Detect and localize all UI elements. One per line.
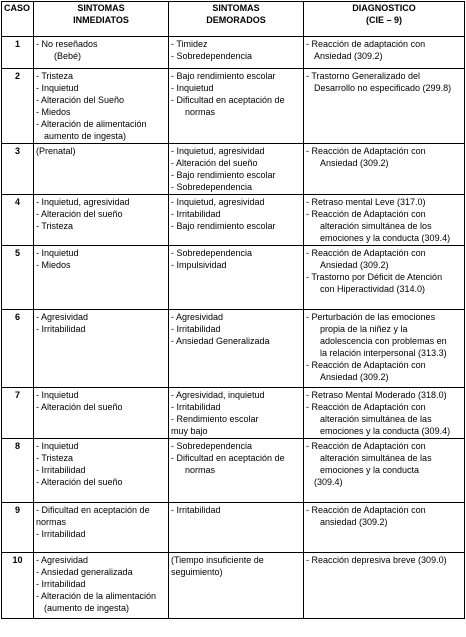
delayed-symptoms-cell <box>169 195 304 246</box>
case-number: 6 <box>2 310 34 388</box>
table-row <box>2 388 465 439</box>
cell-line: - Retraso mental Leve (317.0) <box>306 197 426 207</box>
cell-line: - Reacción de Adaptación con <box>306 441 426 451</box>
cell-line: - Perturbación de las emociones <box>306 312 436 322</box>
table-row <box>2 553 465 619</box>
diagnosis-cell <box>304 37 465 69</box>
cell-line: - Reacción depresiva breve (309.0) <box>306 555 447 565</box>
cell-line: (Bebé) <box>54 51 82 61</box>
delayed-symptoms-cell <box>169 37 304 69</box>
cell-line: adolescencia con problemas en <box>320 336 447 346</box>
cell-line: - Inquietud <box>36 248 79 258</box>
cell-line: - Alteración de la alimentación <box>36 591 157 601</box>
cell-line: - Irritabilidad <box>36 465 86 475</box>
cell-line: - Tristeza <box>36 221 74 231</box>
cell-line: - Inquietud, agresividad <box>171 146 265 156</box>
cell-line: - Irritabilidad <box>171 505 221 515</box>
delayed-symptoms-cell <box>169 439 304 503</box>
table-row <box>2 310 465 388</box>
immediate-symptoms-cell <box>34 144 169 195</box>
cell-line: - Ansiedad Generalizada <box>171 336 270 346</box>
delayed-symptoms-cell <box>169 388 304 439</box>
table-row <box>2 69 465 144</box>
cell-line: - Rendimiento escolar <box>171 414 259 424</box>
cell-line: seguimiento) <box>171 567 223 577</box>
cell-line: normas <box>36 517 67 527</box>
cell-line: - Sobredependencia <box>171 248 253 258</box>
table-row <box>2 195 465 246</box>
cell-line: - Inquietud <box>36 390 79 400</box>
case-number: 3 <box>2 144 34 195</box>
cell-line: con Hiperactividad (314.0) <box>320 284 426 294</box>
table-row <box>2 503 465 553</box>
cell-line: Ansiedad (309.2) <box>320 372 389 382</box>
delayed-symptoms-cell <box>169 503 304 553</box>
diagnosis-cell <box>304 388 465 439</box>
header-demorados: SINTOMAS DEMORADOS <box>169 2 304 37</box>
cell-line: - Irritabilidad <box>171 402 221 412</box>
cell-line: - Trastorno Generalizado del <box>306 71 421 81</box>
delayed-symptoms-cell <box>169 144 304 195</box>
cell-line: - Trastorno por Déficit de Atención <box>306 272 443 282</box>
cell-line: - Reacción de Adaptación con <box>306 505 426 515</box>
immediate-symptoms-cell <box>34 553 169 619</box>
cell-line: (Prenatal) <box>36 146 76 156</box>
immediate-symptoms-cell <box>34 310 169 388</box>
cell-line: - Irritabilidad <box>36 529 86 539</box>
immediate-symptoms-cell <box>34 503 169 553</box>
immediate-symptoms-cell <box>34 388 169 439</box>
case-number: 9 <box>2 503 34 553</box>
cell-line: Ansiedad (309.2) <box>320 260 389 270</box>
cell-line: - Agresividad, inquietud <box>171 390 265 400</box>
diagnosis-cell <box>304 503 465 553</box>
cell-line: - Dificultad en aceptación de <box>171 453 285 463</box>
cell-line: - Inquietud, agresividad <box>171 197 265 207</box>
diagnosis-cell <box>304 553 465 619</box>
cell-line: - Irritabilidad <box>36 324 86 334</box>
cell-line: - Inquietud, agresividad <box>36 197 130 207</box>
cell-line: - Inquietud <box>36 83 79 93</box>
case-number: 1 <box>2 37 34 69</box>
cell-line: - Dificultad en aceptación de <box>36 505 150 515</box>
table-row <box>2 246 465 310</box>
table-row <box>2 144 465 195</box>
cell-line: - Reacción de Adaptación con <box>306 209 426 219</box>
diagnosis-cell <box>304 144 465 195</box>
cell-line: - Irritabilidad <box>171 209 221 219</box>
diagnosis-cell <box>304 246 465 310</box>
cell-line: - Alteración del sueño <box>36 402 123 412</box>
immediate-symptoms-cell <box>34 246 169 310</box>
cell-line: normas <box>185 107 216 117</box>
header-diagnostico: DIAGNOSTICO (CIE – 9) <box>304 2 465 37</box>
cell-line: - Reacción de adaptación con <box>306 39 426 49</box>
diagnosis-table <box>1 1 465 619</box>
cell-line: - Agresividad <box>36 312 89 322</box>
cell-line: - Reacción de Adaptación con <box>306 146 426 156</box>
delayed-symptoms-cell <box>169 310 304 388</box>
case-number: 2 <box>2 69 34 144</box>
cell-line: (309.4) <box>314 477 343 487</box>
diagnosis-cell <box>304 195 465 246</box>
header-row <box>2 2 465 37</box>
cell-line: emociones y la conducta (309.4) <box>320 426 451 436</box>
cell-line: - Impulsividad <box>171 260 227 270</box>
cell-line: la relación interpersonal (313.3) <box>320 348 447 358</box>
cell-line: - Irritabilidad <box>171 324 221 334</box>
immediate-symptoms-cell <box>34 195 169 246</box>
cell-line: - Sobredependencia <box>171 182 253 192</box>
cell-line: - Reacción de Adaptación con <box>306 402 426 412</box>
cell-line: muy bajo <box>171 426 208 436</box>
cell-line: - Alteración del sueño <box>171 158 258 168</box>
cell-line: emociones y la conducta (309.4) <box>320 233 451 243</box>
table-row <box>2 439 465 503</box>
cell-line: - Bajo rendimiento escolar <box>171 71 276 81</box>
cell-line: ansiedad (309.2) <box>320 517 388 527</box>
case-number: 8 <box>2 439 34 503</box>
cell-line: normas <box>185 465 216 475</box>
cell-line: - Miedos <box>36 260 71 270</box>
delayed-symptoms-cell <box>169 69 304 144</box>
header-caso: CASO <box>2 2 34 37</box>
cell-line: (aumento de ingesta) <box>44 603 130 613</box>
cell-line: alteración simultánea de las <box>320 414 432 424</box>
immediate-symptoms-cell <box>34 69 169 144</box>
cell-line: - Agresividad <box>171 312 224 322</box>
case-number: 10 <box>2 553 34 619</box>
cell-line: (Tiempo insuficiente de <box>171 555 264 565</box>
case-number: 7 <box>2 388 34 439</box>
header-inmediatos: SINTOMAS INMEDIATOS <box>34 2 169 37</box>
diagnosis-cell <box>304 69 465 144</box>
cell-line: - Retraso Mental Moderado (318.0) <box>306 390 447 400</box>
delayed-symptoms-cell <box>169 246 304 310</box>
diagnosis-cell <box>304 310 465 388</box>
cell-line: - Sobredependencia <box>171 441 253 451</box>
cell-line: - Bajo rendimiento escolar <box>171 170 276 180</box>
cell-line: - Timidez <box>171 39 208 49</box>
cell-line: - Reacción de Adaptación con <box>306 360 426 370</box>
cell-line: alteración simultánea de los <box>320 221 432 231</box>
case-number: 5 <box>2 246 34 310</box>
cell-line: - Inquietud <box>36 441 79 451</box>
cell-line: - Irritabilidad <box>36 579 86 589</box>
cell-line: - Alteración de alimentación <box>36 119 147 129</box>
cell-line: emociones y la conducta <box>320 465 420 475</box>
cell-line: propia de la niñez y la <box>320 324 408 334</box>
cell-line: - Dificultad en aceptación de <box>171 95 285 105</box>
cell-line: - Ansiedad generalizada <box>36 567 133 577</box>
diagnosis-cell <box>304 439 465 503</box>
cell-line: - Tristeza <box>36 453 74 463</box>
cell-line: - Sobredependencia <box>171 51 253 61</box>
cell-line: - No reseñados <box>36 39 98 49</box>
cell-line: - Alteración del Sueño <box>36 95 125 105</box>
cell-line: aumento de ingesta) <box>44 131 127 141</box>
cell-line: Ansiedad (309.2) <box>314 51 383 61</box>
cell-line: - Agresividad <box>36 555 89 565</box>
cell-line: Desarrollo no especificado (299.8) <box>314 83 452 93</box>
cell-line: alteración simultánea de las <box>320 453 432 463</box>
delayed-symptoms-cell <box>169 553 304 619</box>
table-row <box>2 37 465 69</box>
cell-line: - Inquietud <box>171 83 214 93</box>
cell-line: - Miedos <box>36 107 71 117</box>
cell-line: - Bajo rendimiento escolar <box>171 221 276 231</box>
immediate-symptoms-cell <box>34 439 169 503</box>
cell-line: - Tristeza <box>36 71 74 81</box>
case-number: 4 <box>2 195 34 246</box>
cell-line: - Alteración del sueño <box>36 477 123 487</box>
cell-line: Ansiedad (309.2) <box>320 158 389 168</box>
cell-line: - Alteración del sueño <box>36 209 123 219</box>
immediate-symptoms-cell <box>34 37 169 69</box>
cell-line: - Reacción de Adaptación con <box>306 248 426 258</box>
